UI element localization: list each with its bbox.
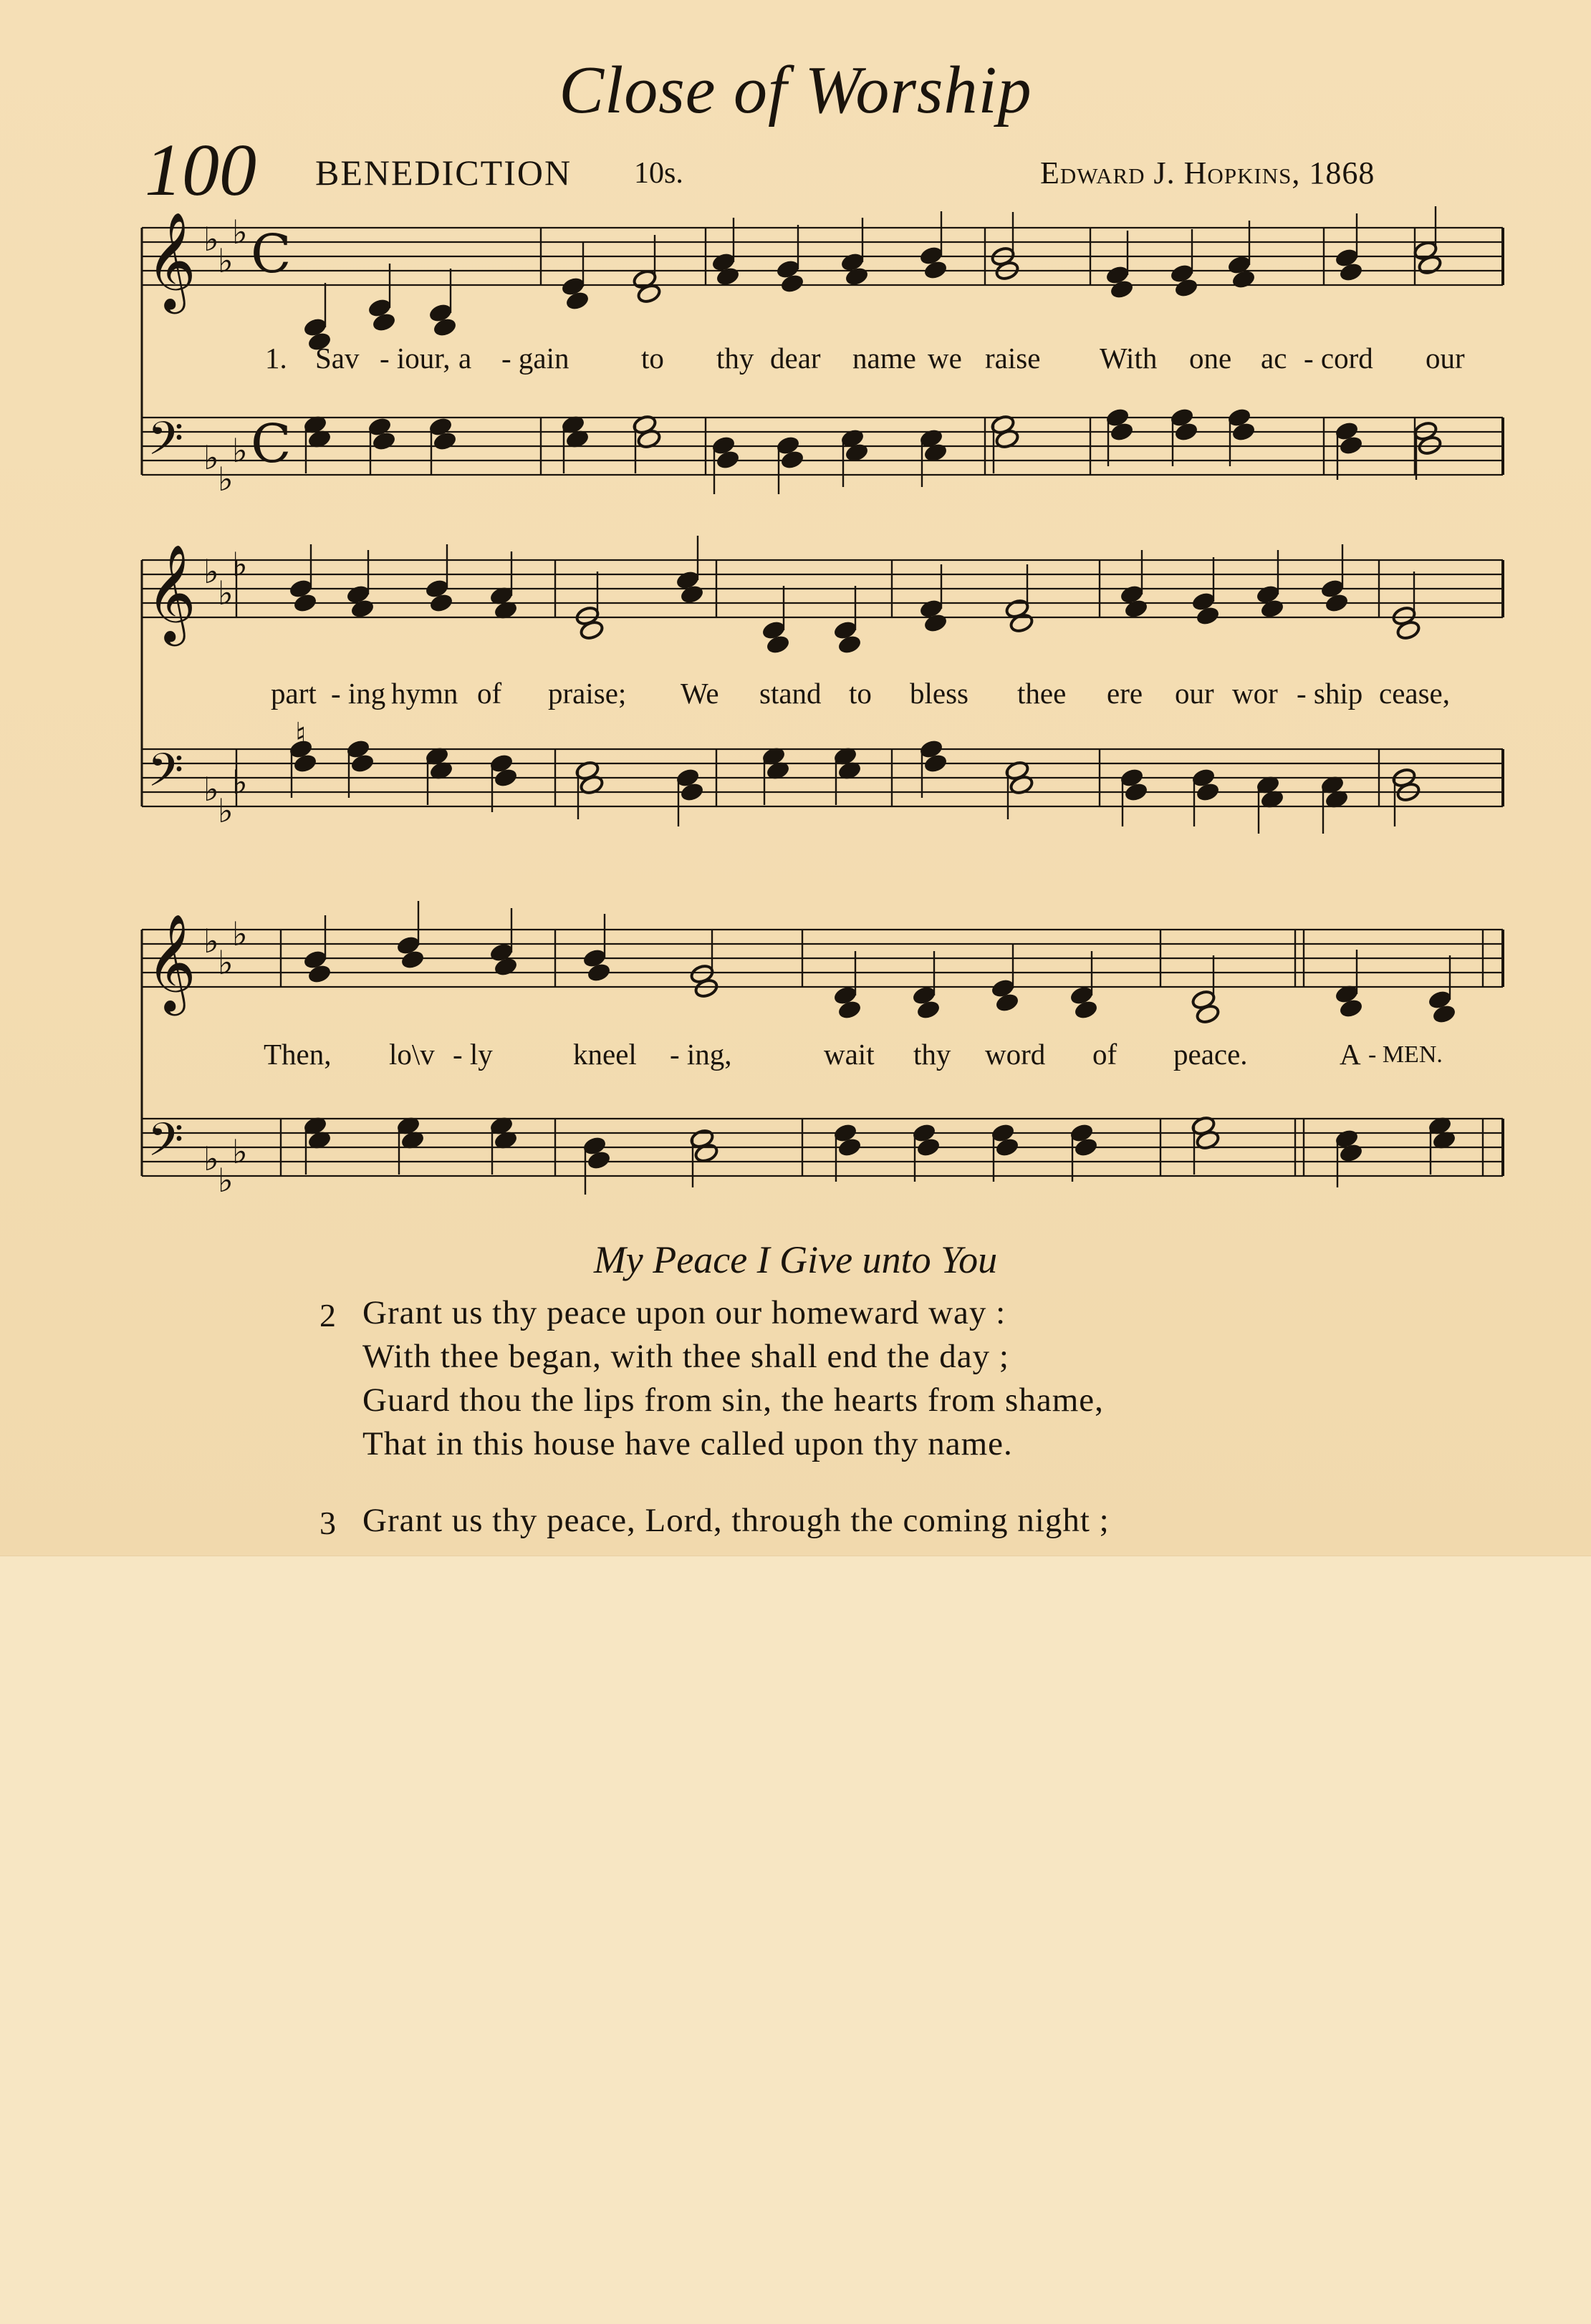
flat-sign-icon: ♭ (232, 213, 248, 251)
flat-sign-icon: ♭ (203, 438, 219, 477)
flat-sign-icon: ♭ (232, 763, 248, 801)
lyric-syllable: - ship (1297, 677, 1363, 710)
flat-sign-icon: ♭ (218, 1161, 234, 1200)
lyric-syllable: thee (1017, 677, 1067, 710)
flat-sign-icon: ♭ (203, 552, 219, 591)
treble-clef-icon: 𝄞 (146, 912, 196, 1011)
lyric-syllable: - MEN. (1368, 1041, 1443, 1068)
verse-line: Guard thou the lips from sin, the hearts from shame, (362, 1382, 1104, 1419)
flat-sign-icon: ♭ (203, 922, 219, 960)
verse-line: Grant us thy peace upon our homeward way : (362, 1294, 1006, 1331)
meter: 10s. (634, 157, 683, 190)
flat-sign-icon: ♭ (203, 220, 219, 259)
lyric-syllable: praise; (548, 677, 627, 710)
lyric-syllable: raise (985, 342, 1041, 375)
lyric-syllable: 1. (265, 342, 287, 375)
time-signature: C (251, 223, 292, 285)
lyric-syllable: A (1340, 1038, 1361, 1071)
flat-sign-icon: ♭ (218, 574, 234, 612)
lyric-syllable: We (681, 677, 719, 710)
lyric-syllable: one (1189, 342, 1232, 375)
bass-clef-icon: 𝄢 (148, 413, 184, 477)
tune-name: BENEDICTION (315, 153, 572, 193)
natural-sign-icon: ♮ (295, 716, 307, 753)
verse-number: 3 (319, 1505, 336, 1541)
bass-clef-icon: 𝄢 (148, 1114, 184, 1178)
flat-sign-icon: ♭ (232, 545, 248, 584)
flat-sign-icon: ♭ (203, 1139, 219, 1178)
composer: Edward J. Hopkins, 1868 (1040, 155, 1375, 191)
lyric-syllable: stand (759, 677, 822, 710)
lyric-syllable: wait (824, 1038, 875, 1071)
verse-line: With thee began, with thee shall end the day ; (362, 1338, 1009, 1375)
lyric-syllable: we (928, 342, 962, 375)
lyric-syllable: kneel (573, 1038, 637, 1071)
flat-sign-icon: ♭ (218, 460, 234, 498)
text-title: My Peace I Give unto You (593, 1238, 998, 1281)
lyric-syllable: our (1426, 342, 1465, 375)
verse-line: That in this house have called upon thy name. (362, 1425, 1013, 1462)
lyric-syllable: ere (1107, 677, 1143, 710)
lyric-syllable: Then, (264, 1038, 332, 1071)
flat-sign-icon: ♭ (203, 770, 219, 809)
flat-sign-icon: ♭ (232, 431, 248, 470)
lyric-syllable: part (271, 677, 317, 710)
hymn-number: 100 (145, 129, 256, 211)
lyric-syllable: wor (1232, 677, 1278, 710)
flat-sign-icon: ♭ (232, 915, 248, 953)
flat-sign-icon: ♭ (232, 1132, 248, 1171)
lyric-syllable: of (1092, 1038, 1117, 1071)
verse-number: 2 (319, 1297, 336, 1334)
lyric-syllable: word (985, 1038, 1046, 1071)
lyric-syllable: lo\v (389, 1038, 435, 1071)
verse-line: Grant us thy peace, Lord, through the coming night ; (362, 1502, 1110, 1539)
lyric-syllable: bless (910, 677, 968, 710)
section-title: Close of Worship (559, 53, 1032, 127)
lyric-syllable: name (852, 342, 916, 375)
lyric-syllable: hymn (391, 677, 458, 710)
lyric-syllable: ac (1261, 342, 1287, 375)
lyric-syllable: to (849, 677, 872, 710)
lyric-syllable: peace. (1173, 1038, 1248, 1071)
lyric-syllable: to (641, 342, 664, 375)
lyric-syllable: cease, (1379, 677, 1450, 710)
lyric-syllable: - ing, (670, 1038, 732, 1071)
time-signature: C (251, 413, 292, 475)
lyric-syllable: - ing (331, 677, 386, 710)
lyric-syllable: - iour, (380, 342, 451, 375)
lyric-syllable: dear (770, 342, 821, 375)
lyric-syllable: thy (913, 1038, 951, 1071)
lyric-syllable: - gain (501, 342, 569, 375)
treble-clef-icon: 𝄞 (146, 211, 196, 309)
lyric-syllable: our (1175, 677, 1214, 710)
flat-sign-icon: ♭ (218, 791, 234, 830)
lyric-syllable: of (477, 677, 502, 710)
lyric-syllable: - ly (453, 1038, 493, 1071)
lyric-syllable: thy (716, 342, 754, 375)
treble-clef-icon: 𝄞 (146, 543, 196, 642)
lyric-syllable: With (1100, 342, 1158, 375)
lyric-syllable: - cord (1304, 342, 1373, 375)
flat-sign-icon: ♭ (218, 241, 234, 280)
lyric-syllable: a (458, 342, 472, 375)
flat-sign-icon: ♭ (218, 943, 234, 982)
lyric-syllable: Sav (315, 342, 360, 375)
bass-clef-icon: 𝄢 (148, 744, 184, 809)
